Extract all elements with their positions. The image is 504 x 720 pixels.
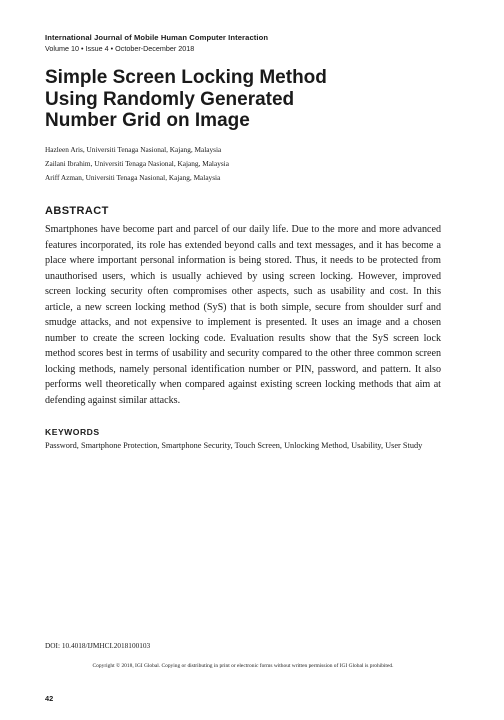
copyright-notice: Copyright © 2018, IGI Global. Copying or distributing in print or electronic forms without written permission of IGI Global is prohibited. [92, 663, 394, 669]
author-2: Zailani Ibrahim, Universiti Tenaga Nasional, Kajang, Malaysia [45, 158, 229, 168]
keywords-list: Password, Smartphone Protection, Smartphone Security, Touch Screen, Unlocking Method, Usability, User Study [45, 441, 423, 450]
abstract-heading: ABSTRACT [45, 205, 109, 217]
author-1: Hazleen Aris, Universiti Tenaga Nasional, Kajang, Malaysia [45, 145, 222, 154]
title-line-2: Using Randomly Generated [45, 88, 295, 110]
abstract-body: Smartphones have become part and parcel of our daily life. Due to the more and more advanced features incorporated, its role has extended beyond calls and text messages, and it has become a place where important personal information is being stored. Thus, it needs to be protected from unauthorised users, which is usually achieved by using screen locking. However, improved screen locking security often compromises other aspects, such as usability and cost. In this article, a new screen locking method (SyS) that is both simple, secure from shoulder surf and smudge attacks, and not expensive to implement is presented. It uses an image and a chosen number to create the screen locking code. Evaluation results show that the SyS screen lock method scores best in terms of usability and security compared to the other three common screen locking methods, namely personal identification number or PIN, password, and pattern. It also performs well theoretically when compared against existing screen locking methods that aim at defending against similar attacks. [45, 224, 441, 407]
journal-name: International Journal of Mobile Human Computer Interaction [45, 33, 269, 42]
doi: DOI: 10.4018/IJMHCI.2018100103 [45, 641, 151, 650]
title-line-3: Number Grid on Image [45, 110, 250, 132]
journal-issue-info: Volume 10 • Issue 4 • October-December 2018 [45, 44, 195, 53]
author-list [45, 143, 445, 184]
page-number: 42 [45, 694, 54, 703]
author-3: Ariff Azman, Universiti Tenaga Nasional, Kajang, Malaysia [45, 172, 221, 182]
article-title [45, 67, 445, 132]
title-line-1: Simple Screen Locking Method [45, 67, 327, 88]
keywords-heading: KEYWORDS [45, 427, 100, 437]
